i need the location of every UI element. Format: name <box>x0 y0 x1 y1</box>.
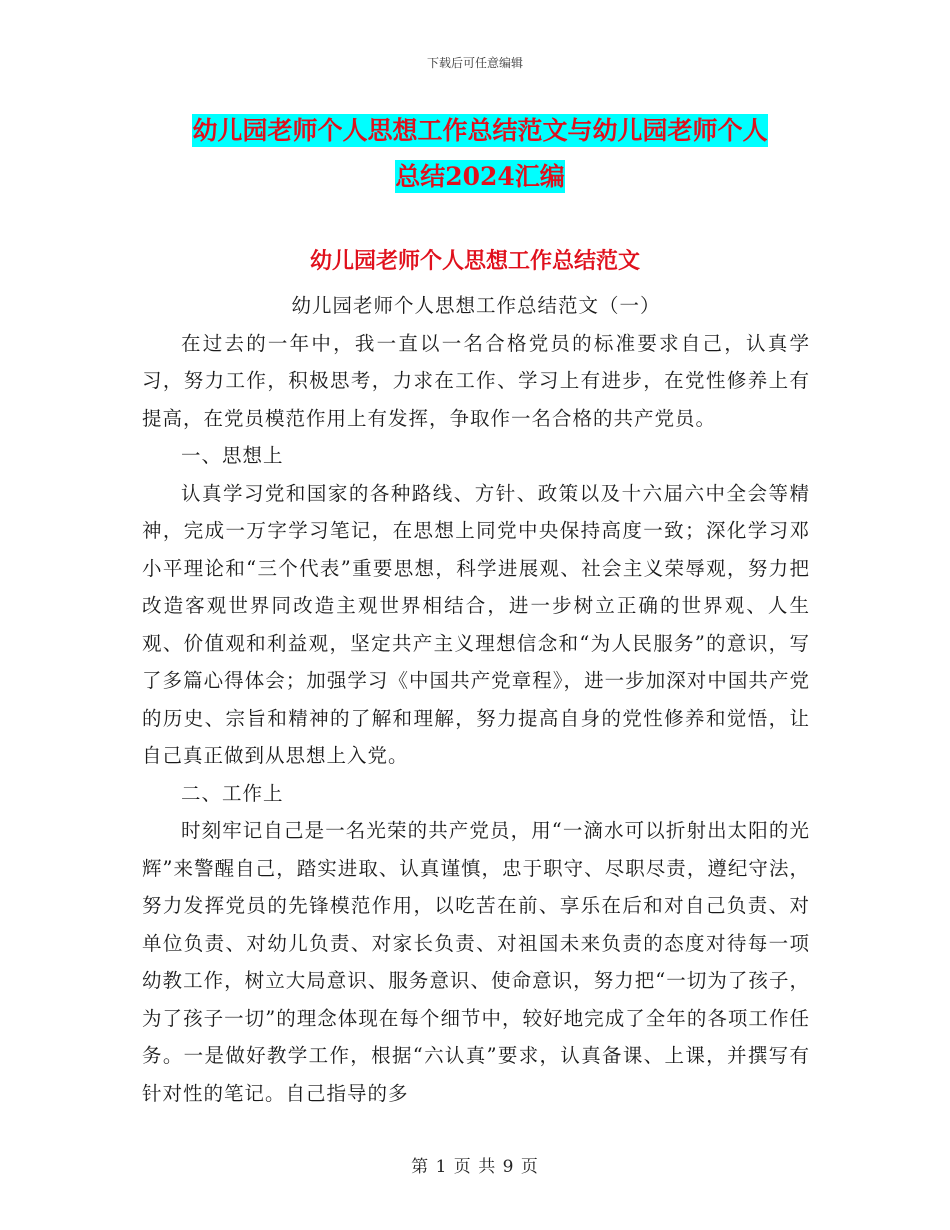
heading-thought: 一、思想上 <box>181 444 284 467</box>
section-title: 幼儿园老师个人思想工作总结范文 <box>309 248 640 274</box>
page-footer: 第 1 页 共 9 页 <box>411 1157 539 1177</box>
document-title-line1: 幼儿园老师个人思想工作总结范文与幼儿园老师个人 <box>192 116 768 145</box>
body-text <box>142 287 810 1112</box>
heading-work: 二、工作上 <box>181 781 284 805</box>
section-subtitle: 幼儿园老师个人思想工作总结范文（一） <box>291 294 661 317</box>
document-title-line2: 总结2024汇编 <box>395 162 565 191</box>
document-title <box>140 108 820 200</box>
header-note: 下载后可任意编辑 <box>426 56 523 70</box>
paragraph-work: 时刻牢记自己是一名光荣的共产党员，用“一滴水可以折射出太阳的光辉”来警醒自己，踏实进取、认真谨慎，忠于职守、尽职尽责，遵纪守法，努力发挥党员的先锋模范作用，以吃苦在前、享乐在后和对自己负责、对单位负责、对幼儿负责、对家长负责、对祖国未来负责的态度对待每一项幼教工作，树立大局意识、服务意识、使命意识，努力把“一切为了孩子，为了孩子一切”的理念体现在每个细节中，较好地完成了全年的各项工作任务。一是做好教学工作，根据“六认真”要求，认真备课、上课，并撰写有针对性的笔记。自己指导的多 <box>142 819 810 1105</box>
paragraph-thought: 认真学习党和国家的各种路线、方针、政策以及十六届六中全会等精神，完成一万字学习笔记，在思想上同党中央保持高度一致；深化学习邓小平理论和“三个代表”重要思想，科学进展观、社会主义荣辱观，努力把改造客观世界同改造主观世界相结合，进一步树立正确的世界观、人生观、价值观和利益观，坚定共产主义理想信念和“为人民服务”的意识，写了多篇心得体会；加强学习《中国共产党章程》，进一步加深对中国共产党的历史、宗旨和精神的了解和理解，努力提高自身的党性修养和觉悟，让自己真正做到从思想上入党。 <box>142 481 810 767</box>
paragraph-intro: 在过去的一年中，我一直以一名合格党员的标准要求自己，认真学习，努力工作，积极思考，力求在工作、学习上有进步，在党性修养上有提高，在党员模范作用上有发挥，争取作一名合格的共产党员。 <box>142 331 810 430</box>
